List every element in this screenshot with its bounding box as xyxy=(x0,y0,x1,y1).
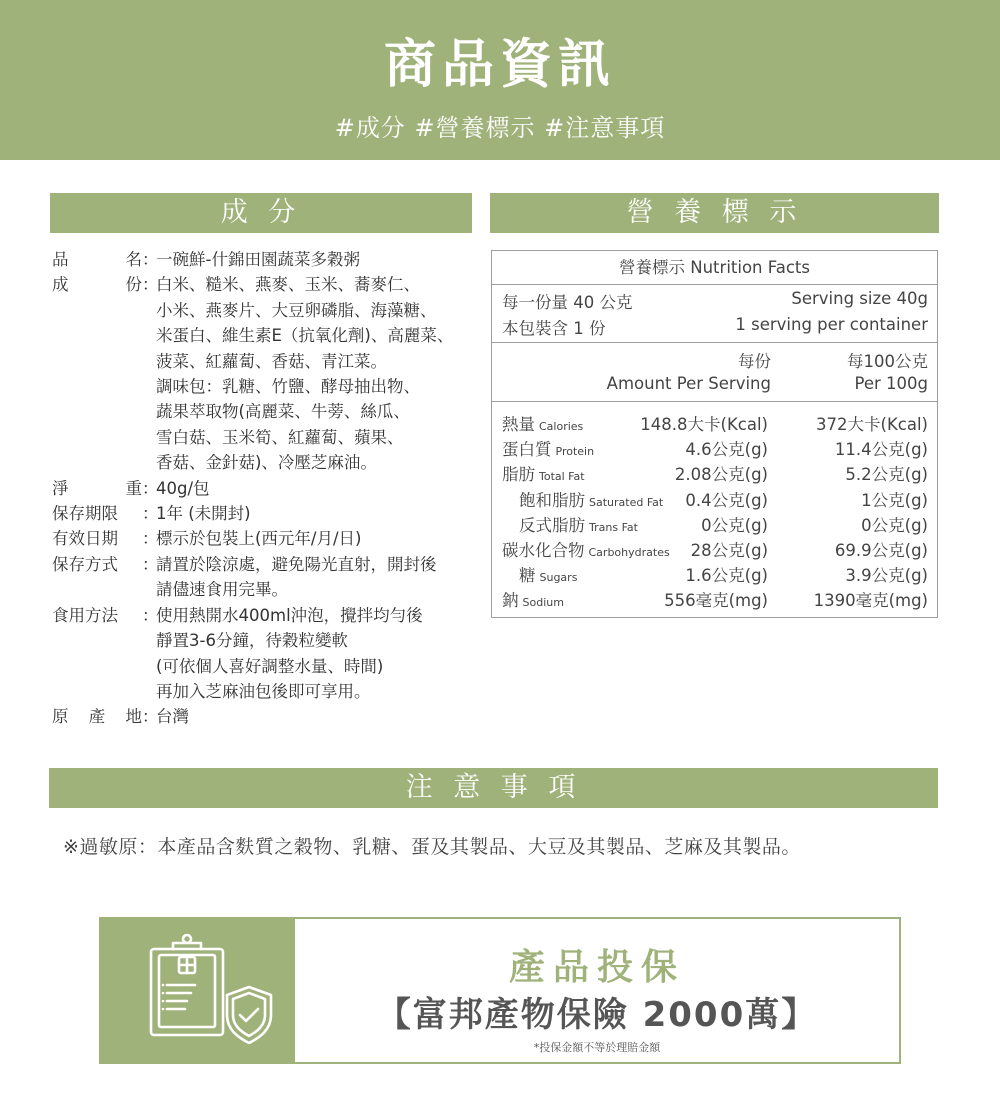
ingredient-row-label xyxy=(52,552,142,603)
insurance-title: 產品投保 xyxy=(508,947,685,988)
page-tags: #成分 #營養標示 #注意事項 xyxy=(334,114,666,142)
nutrient-name-zh: 反式脂肪 xyxy=(519,515,585,535)
label-char: 原 xyxy=(52,707,69,727)
ingredients-list xyxy=(52,247,472,730)
nutrient-name xyxy=(519,487,663,511)
value-line: 請置於陰涼處，避免陽光直射，開封後 xyxy=(156,554,437,574)
servings-per-pack-en: 1 serving per container xyxy=(735,315,928,334)
nutrient-name xyxy=(502,436,594,460)
ingredient-row-value xyxy=(156,247,472,272)
clipboard-shield-icon xyxy=(101,919,295,1062)
value-line: 靜置3-6分鐘，待穀粒變軟 xyxy=(156,631,348,651)
serving-size-en: Serving size 40g xyxy=(791,289,928,308)
value-line: 菠菜、紅蘿蔔、香菇、青江菜。 xyxy=(156,351,387,371)
ingredient-row-value xyxy=(156,526,472,551)
nutrient-name-zh: 糖 xyxy=(519,566,536,586)
label-colon: ： xyxy=(142,529,159,549)
nutrition-facts-table xyxy=(491,250,938,618)
per-serving-header-zh: 每份 xyxy=(738,352,771,371)
ingredient-row xyxy=(52,476,472,501)
nutrient-per-serving: 28公克(g) xyxy=(690,541,768,560)
label-char: 有效日期 xyxy=(52,529,118,549)
nutrient-per-serving: 2.08公克(g) xyxy=(674,465,768,485)
insurance-panel xyxy=(99,917,901,1064)
nutrient-name-en: Protein xyxy=(555,445,595,459)
value-line: 米蛋白、維生素E（抗氧化劑)、高麗菜、 xyxy=(156,326,454,346)
label-char: 名 xyxy=(125,250,142,269)
nutrient-name-en: Saturated Fat xyxy=(589,495,664,509)
ingredient-row xyxy=(52,247,472,272)
nutrient-per-serving: 0.4公克(g) xyxy=(685,490,768,510)
serving-info-block xyxy=(492,285,937,343)
nutrient-name xyxy=(502,411,583,435)
ingredient-row-label xyxy=(52,526,142,551)
label-char: 產 xyxy=(88,707,106,727)
nutrient-name-zh: 碳水化合物 xyxy=(502,541,585,560)
nutrient-per-serving: 4.6公克(g) xyxy=(685,440,768,460)
nutrient-per-100g: 1公克(g) xyxy=(861,490,928,510)
ingredient-row xyxy=(52,526,472,551)
per-serving-header-en: Amount Per Serving xyxy=(606,374,771,393)
nutrient-name-en: Sodium xyxy=(522,596,564,610)
nutrient-name xyxy=(502,537,670,561)
value-line: (可依個人喜好調整水量、時間) xyxy=(156,656,384,676)
insurance-subtitle: 【富邦產物保險 2000萬】 xyxy=(376,995,818,1035)
label-colon: ： xyxy=(142,605,159,625)
nutrient-name xyxy=(519,512,638,536)
label-colon: ： xyxy=(142,275,159,295)
label-char: 保存方式 xyxy=(52,554,118,574)
per-100g-header-zh: 每100公克 xyxy=(847,352,928,371)
ingredient-row-value xyxy=(156,603,472,705)
label-colon: ： xyxy=(142,707,159,727)
ingredient-row-label xyxy=(52,603,142,705)
value-line: 一碗鮮-什錦田園蔬菜多穀粥 xyxy=(156,250,360,269)
label-char: 地 xyxy=(125,707,142,727)
nutrient-name xyxy=(502,461,585,485)
value-line: 請儘速食用完畢。 xyxy=(156,580,288,600)
ingredient-row xyxy=(52,552,472,603)
label-char: 淨 xyxy=(52,478,69,498)
value-line: 40g/包 xyxy=(156,478,210,498)
insurance-note: *投保金額不等於理賠金額 xyxy=(533,1041,661,1054)
nutrient-per-100g: 3.9公克(g) xyxy=(845,566,928,586)
nutrient-per-100g: 11.4公克(g) xyxy=(834,440,928,460)
nutrient-name xyxy=(519,562,577,586)
nutrient-per-100g: 1390毫克(mg) xyxy=(813,591,928,611)
nutrition-section-bar: 營 養 標 示 xyxy=(490,193,939,233)
value-line: 香菇、金針菇)、冷壓芝麻油。 xyxy=(156,453,377,473)
label-char: 重 xyxy=(125,478,142,498)
ingredient-row-value xyxy=(156,704,472,729)
value-line: 再加入芝麻油包後即可享用。 xyxy=(156,681,371,701)
nutrient-per-serving: 1.6公克(g) xyxy=(685,566,768,586)
allergen-notice: ※過敏原：本產品含麩質之穀物、乳糖、蛋及其製品、大豆及其製品、芝麻及其製品。 xyxy=(63,836,801,858)
ingredient-row xyxy=(52,704,472,729)
label-colon: ： xyxy=(142,554,159,574)
nutrient-per-serving: 556毫克(mg) xyxy=(664,591,768,611)
page-header xyxy=(0,0,1000,160)
nutrient-name-en: Calories xyxy=(539,420,584,433)
label-char: 份 xyxy=(125,275,142,295)
label-colon: ： xyxy=(142,504,159,524)
nutrient-rows xyxy=(492,402,937,619)
ingredient-row-label xyxy=(52,272,142,475)
caution-section-bar: 注 意 事 項 xyxy=(49,768,938,808)
label-char: 品 xyxy=(52,250,69,269)
nutrient-per-100g: 5.2公克(g) xyxy=(845,465,928,485)
nutrient-name-en: Sugars xyxy=(539,571,578,585)
value-line: 小米、燕麥片、大豆卵磷脂、海藻糖、 xyxy=(156,300,437,320)
ingredient-row-label xyxy=(52,247,142,272)
nutrient-name-en: Trans Fat xyxy=(589,520,638,534)
label-char: 食用方法 xyxy=(52,605,118,625)
per-100g-header-en: Per 100g xyxy=(854,374,928,393)
value-line: 雪白菇、玉米筍、紅蘿蔔、蘋果、 xyxy=(156,427,404,447)
nutrient-name-zh: 鈉 xyxy=(502,591,519,611)
ingredient-row xyxy=(52,603,472,705)
ingredient-row-label xyxy=(52,501,142,526)
value-line: 蔬果萃取物(高麗菜、牛蒡、絲瓜、 xyxy=(156,402,410,422)
nutrient-name xyxy=(502,587,564,611)
ingredient-row-label xyxy=(52,704,142,729)
ingredient-row-label xyxy=(52,476,142,501)
insurance-icon-box xyxy=(101,919,295,1062)
nutrient-per-serving: 148.8大卡(Kcal) xyxy=(640,415,768,434)
nutrient-per-100g: 372大卡(Kcal) xyxy=(816,415,928,434)
label-colon: ： xyxy=(142,250,159,269)
nutrient-name-en: Total Fat xyxy=(539,470,585,484)
ingredient-row-value xyxy=(156,501,472,526)
nutrition-table-header: 營養標示 Nutrition Facts xyxy=(492,251,937,285)
label-char: 保存期限 xyxy=(52,504,118,524)
nutrient-per-100g: 69.9公克(g) xyxy=(834,541,928,560)
value-line: 調味包：乳糖、竹鹽、酵母抽出物、 xyxy=(156,377,420,397)
nutrient-per-100g: 0公克(g) xyxy=(861,515,928,535)
ingredients-section-bar: 成 分 xyxy=(50,193,472,233)
nutrient-name-en: Carbohydrates xyxy=(588,546,670,559)
value-line: 使用熱開水400ml沖泡，攪拌均勻後 xyxy=(156,605,423,625)
servings-per-pack-zh: 本包裝含 1 份 xyxy=(502,319,606,338)
nutrient-name-zh: 脂肪 xyxy=(502,465,535,485)
nutrient-name-zh: 熱量 xyxy=(502,415,535,434)
label-colon: ： xyxy=(142,478,159,498)
nutrient-per-serving: 0公克(g) xyxy=(701,515,768,535)
value-line: 台灣 xyxy=(156,707,189,727)
nutrient-name-zh: 蛋白質 xyxy=(502,440,552,460)
value-line: 標示於包裝上(西元年/月/日) xyxy=(156,529,362,549)
value-line: 白米、糙米、燕麥、玉米、蕎麥仁、 xyxy=(156,275,420,295)
value-line: 1年 (未開封) xyxy=(156,504,251,524)
ingredient-row xyxy=(52,272,472,475)
column-header-block xyxy=(492,343,937,402)
ingredient-row-value xyxy=(156,552,472,603)
page-title: 商品資訊 xyxy=(383,35,616,95)
ingredient-row-value xyxy=(156,476,472,501)
serving-size-zh: 每一份量 40 公克 xyxy=(502,293,633,312)
nutrient-name-zh: 飽和脂肪 xyxy=(519,490,585,510)
label-char: 成 xyxy=(52,275,69,295)
ingredient-row xyxy=(52,501,472,526)
ingredient-row-value xyxy=(156,272,472,475)
